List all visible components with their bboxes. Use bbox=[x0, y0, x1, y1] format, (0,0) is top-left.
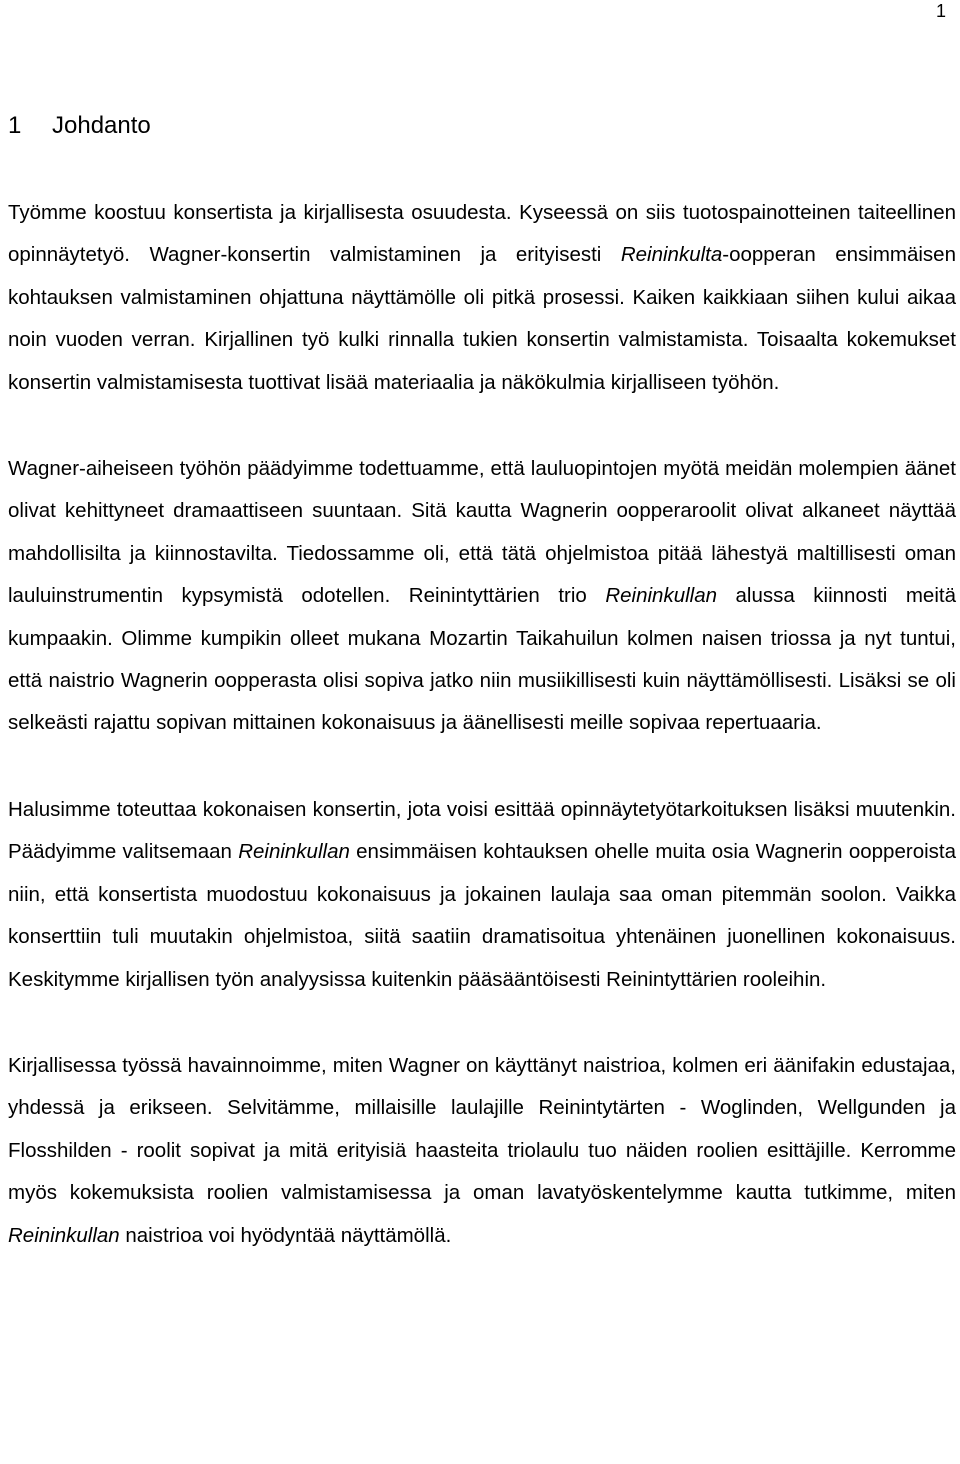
paragraph-text: Halusimme toteuttaa kokonaisen konsertin, jota voisi esittää opinnäytetyötarkoituksen lisäksi muutenkin. Päädyimme valitsemaan bbox=[8, 797, 956, 864]
paragraph bbox=[8, 192, 956, 404]
body-text bbox=[8, 192, 956, 1257]
work-title-italic: Reininkullan bbox=[605, 584, 718, 608]
paragraph-text: Kirjallisessa työssä havainnoimme, miten Wagner on käyttänyt naistrioa, kolmen eri äänifakin edustajaa, yhdessä ja erikseen. Selvitämme, millaisille laulajille Reinintytärten - Woglinden, Wellgunden ja Flosshilden - roolit sopivat ja mitä erityisiä haasteita triolaulu tuo näiden roolien esittäjille. Kerromme myös kokemuksista roolien valmistamisessa ja oman lavatyöskentelymme kautta tutkimme, miten bbox=[8, 1053, 956, 1205]
paragraph bbox=[8, 789, 956, 1001]
work-title-italic: Reininkullan bbox=[238, 840, 350, 864]
paragraph-text: ensimmäisen kohtauksen ohelle muita osia Wagnerin oopperoista niin, että konsertista muodostuu kokonaisuus ja jokainen laulaja saa oman pitemmän soolon. Vaikka konserttiin tuli muutakin ohjelmistoa, siitä saatiin dramatisoitua yhtenäinen juonellinen kokonaisuus. Keskitymme kirjallisen työn analyysissa kuitenkin pääsääntöisesti Reinintyttärien rooleihin. bbox=[8, 840, 956, 991]
work-title-italic: Reininkullan bbox=[8, 1223, 120, 1247]
chapter-number: 1 bbox=[8, 112, 22, 139]
paragraph-text: naistrioa voi hyödyntää näyttämöllä. bbox=[119, 1223, 452, 1247]
paragraph bbox=[8, 1045, 956, 1257]
paragraph bbox=[8, 448, 956, 745]
work-title-italic: Reininkulta bbox=[620, 243, 723, 267]
page-number: 1 bbox=[935, 1, 946, 21]
chapter-title: Johdanto bbox=[52, 112, 151, 139]
paragraph-text: Työmme koostuu konsertista ja kirjallisesta osuudesta. Kyseessä on siis tuotospainotteinen taiteellinen opinnäytetyö. Wagner-konsertin valmistaminen ja erityisesti bbox=[8, 201, 956, 267]
paragraph-text: Wagner-aiheiseen työhön päädyimme todettuamme, että lauluopintojen myötä meidän molempien äänet olivat kehittyneet dramaattiseen suuntaan. Sitä kautta Wagnerin oopperaroolit olivat alkaneet näyttää mahdollisilta ja kiinnostavilta. Tiedossamme oli, että tätä ohjelmistoa pitää lähestyä maltillisesti oman lauluinstrumentin kypsymistä odotellen. Reinintyttärien trio bbox=[8, 457, 956, 608]
chapter-heading bbox=[8, 112, 151, 141]
paragraph-text: -oopperan ensimmäisen kohtauksen valmistaminen ohjattuna näyttämölle oli pitkä prosessi. Kaiken kaikkiaan siihen kului aikaa noin vuoden verran. Kirjallinen työ kulki rinnalla tukien konsertin valmistamista. Toisaalta kokemukset konsertin valmistamisesta tuottivat lisää materiaalia ja näkökulmia kirjalliseen työhön. bbox=[8, 243, 956, 394]
paragraph-text: alussa kiinnosti meitä kumpaakin. Olimme kumpikin olleet mukana Mozartin Taikahuilun kolmen naisen triossa ja nyt tuntui, että naistrio Wagnerin oopperasta olisi sopiva jatko niin musiikillisesti kuin näyttämöllisesti. Lisäksi se oli selkeästi rajattu sopivan mittainen kokonaisuus ja äänellisesti meille sopivaa repertuaaria. bbox=[8, 584, 956, 735]
